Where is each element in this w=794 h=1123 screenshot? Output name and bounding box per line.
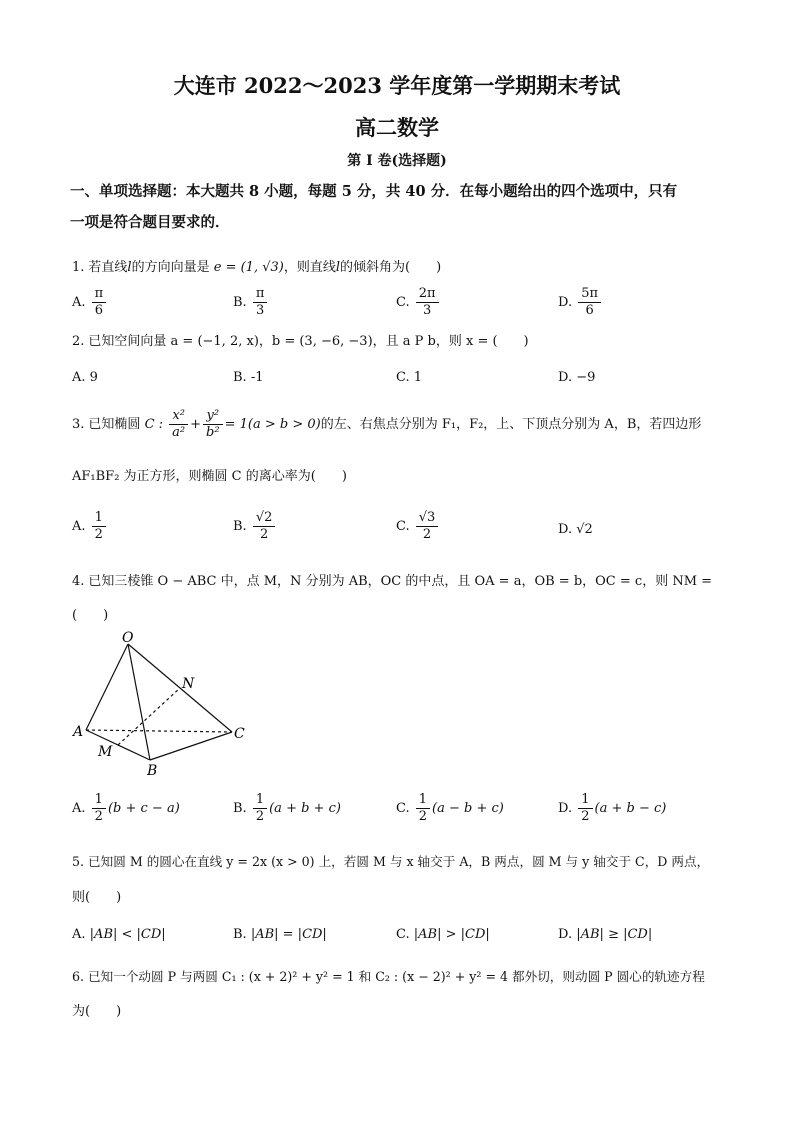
question-text: 已知圆 M 的圆心在直线 y = 2x (x > 0) 上，若圆 M 与 x 轴交于 A，B 两点，圆 M 与 y 轴交于 C，D 两点， [88, 854, 710, 869]
edge-bc [150, 732, 232, 760]
fraction [416, 510, 439, 543]
edge-ac-hidden [86, 730, 232, 732]
question-text: 已知椭圆 [88, 417, 141, 432]
option-c [396, 792, 504, 825]
numerator: 1 [416, 792, 430, 809]
option-label: A. [72, 295, 86, 310]
option-label: B. [233, 519, 247, 534]
question-text: 已知一个动圆 P 与两圆 C₁ : (x + 2)² + y² = 1 和 C₂ : (x − 2)² + y² = 4 都外切，则动圆 P 圆心的轨迹方程 [88, 969, 705, 984]
exam-subject: 高二数学 [355, 115, 439, 140]
option-label: A. [72, 801, 86, 816]
option-label: A. [72, 927, 86, 942]
label-a: A [73, 724, 84, 740]
exam-part: 第 I 卷(选择题) [347, 153, 447, 169]
numerator: √3 [416, 510, 439, 527]
option-expression: (a + b − c) [594, 801, 667, 816]
option-expression: (b + c − a) [107, 801, 180, 816]
option-value: √2 [576, 522, 593, 537]
option-value: −9 [576, 370, 596, 385]
numerator: 1 [253, 792, 267, 809]
fraction [578, 792, 592, 825]
label-n: N [182, 676, 195, 692]
option-label: A. [72, 370, 86, 385]
option-expression: (a + b + c) [269, 801, 341, 816]
question-text: 的方向向量是 [131, 260, 210, 275]
fraction [578, 286, 601, 319]
section-heading-line1: 一、单项选择题：本大题共 8 小题，每题 5 分，共 40 分．在每小题给出的四个选项中，只有 [70, 183, 678, 200]
question-text: 已知三棱锥 O − ABC 中，点 M，N 分别为 AB，OC 的中点，且 OA = a，OB = b，OC = c，则 NM = [88, 574, 713, 589]
numerator: 5π [578, 286, 601, 303]
option-b [233, 792, 341, 825]
numerator: 1 [92, 510, 106, 527]
question-text: 已知空间向量 a = (−1, 2, x)，b = (3, −6, −3)，且 a P b，则 x = ( ) [88, 334, 529, 349]
question-1 [72, 258, 732, 278]
option-label: C. [396, 801, 410, 816]
option-expression: (a − b + c) [432, 801, 504, 816]
option-a [72, 368, 98, 388]
option-b [233, 368, 264, 388]
option-b [233, 286, 269, 319]
numerator: 1 [578, 792, 592, 809]
option-d [558, 925, 652, 945]
edge-oa [86, 644, 128, 730]
option-c [396, 368, 422, 388]
segment-mn [118, 688, 180, 745]
option-a [72, 925, 166, 945]
math-vector: e = (1, √3) [213, 260, 284, 275]
option-label: B. [233, 370, 247, 385]
option-a [72, 510, 108, 543]
option-a [72, 792, 180, 825]
option-label: B. [233, 295, 247, 310]
denominator: 2 [94, 809, 103, 824]
denominator: 6 [585, 303, 594, 318]
numerator: π [253, 286, 268, 303]
denominator: 2 [422, 527, 432, 542]
question-3-line2: AF₁BF₂ 为正方形，则椭圆 C 的离心率为( ) [72, 469, 347, 484]
option-b [233, 510, 277, 543]
numerator: √2 [253, 510, 276, 527]
question-number: 4. [72, 574, 85, 589]
option-d [558, 520, 593, 540]
math-var: C : [144, 417, 164, 432]
numerator: 1 [92, 792, 106, 809]
denominator: 2 [418, 809, 428, 824]
section-heading-line2: 一项是符合题目要求的． [70, 214, 230, 231]
denominator: 2 [581, 809, 590, 824]
fraction [416, 286, 439, 319]
denominator: 2 [259, 527, 269, 542]
denominator: 6 [94, 303, 104, 318]
question-number: 3. [72, 417, 85, 432]
option-c [396, 286, 441, 319]
fraction [253, 286, 268, 319]
option-label: B. [233, 927, 247, 942]
option-d [558, 792, 666, 825]
question-number: 5. [72, 854, 85, 869]
fraction [92, 510, 106, 543]
option-label: D. [558, 927, 573, 942]
math-var: l [127, 260, 132, 275]
question-text: 若直线 [88, 260, 128, 275]
option-c [396, 510, 440, 543]
option-value: |AB| > |CD| [413, 927, 490, 942]
numerator: x² [169, 408, 188, 425]
label-o: O [122, 630, 134, 646]
option-label: D. [558, 801, 573, 816]
edge-ob [128, 644, 150, 760]
math-expression: = 1(a > b > 0) [224, 417, 321, 432]
option-value: |AB| < |CD| [89, 927, 166, 942]
option-value: |AB| ≥ |CD| [576, 927, 653, 942]
option-value: |AB| = |CD| [250, 927, 327, 942]
question-6-line2: 为( ) [72, 1004, 122, 1019]
fraction [169, 408, 188, 441]
option-value: 1 [413, 370, 423, 385]
option-label: C. [396, 519, 410, 534]
option-label: C. [396, 370, 410, 385]
fraction [92, 792, 106, 825]
denominator: b² [206, 425, 220, 440]
math-var: l [335, 260, 341, 275]
fraction [92, 286, 107, 319]
question-text: 的左、右焦点分别为 F₁，F₂，上、下顶点分别为 A，B，若四边形 [320, 417, 702, 432]
option-b [233, 925, 327, 945]
option-label: D. [558, 370, 573, 385]
fraction [416, 792, 430, 825]
denominator: 2 [94, 527, 103, 542]
question-5-line2: 则( ) [72, 890, 122, 905]
question-4 [72, 572, 732, 592]
question-4-line2: ( ) [72, 608, 109, 623]
option-label: A. [72, 519, 86, 534]
numerator: y² [203, 408, 223, 425]
option-value: 9 [89, 370, 98, 385]
label-b: B [147, 763, 158, 779]
question-number: 6. [72, 969, 85, 984]
option-label: C. [396, 927, 410, 942]
denominator: a² [172, 425, 186, 440]
option-label: D. [558, 295, 573, 310]
numerator: 2π [416, 286, 439, 303]
denominator: 3 [255, 303, 265, 318]
exam-title: 大连市 2022～2023 学年度第一学期期末考试 [173, 73, 621, 98]
tetrahedron-figure [70, 630, 270, 780]
option-d [558, 286, 603, 319]
question-number: 2. [72, 334, 85, 349]
option-label: C. [396, 295, 410, 310]
option-label: D. [558, 522, 573, 537]
option-label: B. [233, 801, 247, 816]
denominator: 2 [255, 809, 265, 824]
question-text: 的倾斜角为( ) [340, 260, 442, 275]
fraction [253, 792, 267, 825]
question-text: ，则直线 [283, 260, 336, 275]
option-c [396, 925, 490, 945]
option-d [558, 368, 595, 388]
fraction [253, 510, 276, 543]
section-heading [70, 176, 730, 238]
fraction [203, 408, 223, 441]
numerator: π [92, 286, 107, 303]
label-m: M [98, 744, 113, 760]
question-6 [72, 967, 732, 987]
question-3: 3. 已知椭圆 C : $\frac{\text{x²}}{\text{a²}}$ + $\frac{\text{y²}}{\text{b²}}$ = 1(a > b > 0)的左、右焦点分别为 F₁，F₂，上、下顶点分别为 A，B，若四边形 [72, 408, 702, 440]
option-value: -1 [250, 370, 264, 385]
question-2 [72, 332, 732, 352]
denominator: 3 [423, 303, 432, 318]
question-number: 1. [72, 260, 85, 275]
label-c: C [234, 726, 245, 742]
option-a [72, 286, 108, 319]
question-5 [72, 852, 732, 872]
